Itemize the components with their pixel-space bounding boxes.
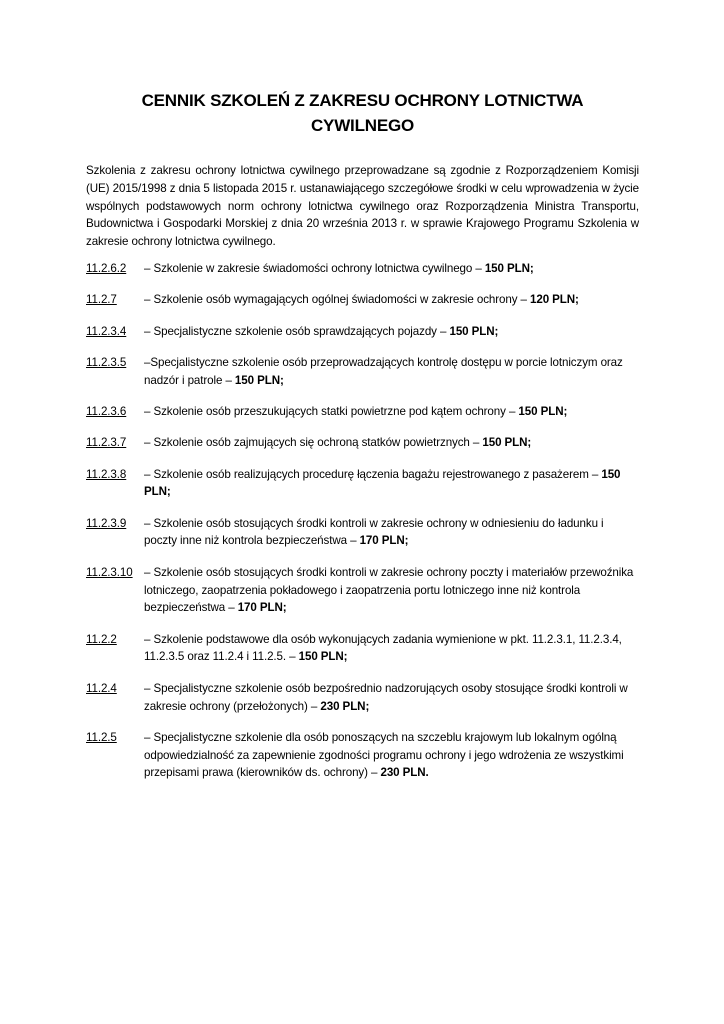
item-text: – Szkolenie osób przeszukujących statki powietrzne pod kątem ochrony – [144,404,519,418]
price-list-item [86,260,639,278]
item-code: 11.2.3.7 [86,436,127,450]
price-list-item [86,631,639,667]
item-description [144,323,639,341]
item-description [144,291,639,309]
item-code: 11.2.5 [86,730,117,744]
item-code: 11.2.3.6 [86,404,127,418]
item-price: 230 PLN. [380,766,429,780]
item-price: 150 PLN; [144,467,621,499]
price-list-item [86,680,639,716]
item-description [144,564,639,617]
price-list-item [86,354,639,390]
item-description [144,680,639,716]
item-price: 150 PLN; [484,261,534,275]
price-list-item [86,434,639,452]
price-list-item [86,729,639,782]
item-text: – Szkolenie osób wymagających ogólnej świadomości w zakresie ochrony – [144,293,530,307]
item-price: 150 PLN; [482,436,532,450]
price-list [86,260,639,782]
item-price: 120 PLN; [530,293,579,307]
item-code: 11.2.3.4 [86,324,127,338]
item-description [144,434,639,452]
item-text: – Szkolenie osób realizujących procedurę łączenia bagażu rejestrowanego z pasażerem – [144,467,602,481]
item-description [144,466,639,502]
price-list-item [86,466,639,502]
item-description [144,403,639,421]
item-code: 11.2.6.2 [86,261,127,275]
item-price: 150 PLN; [518,404,568,418]
item-text: – Szkolenie osób stosujących środki kontroli w zakresie ochrony w odniesieniu do ładunku i poczty inne niż kontrola bezpieczeństwa – [144,516,604,548]
item-text: – Specjalistyczne szkolenie dla osób ponoszących na szczeblu krajowym lub lokalnym ogólną odpowiedzialność za zapewnienie zgodności programu ochrony i jego wdrożenia ze wszystkimi przepisami prawa (kierowników ds. ochrony) – [144,730,624,780]
item-price: 170 PLN; [237,601,287,615]
item-description [144,515,639,551]
price-list-item [86,323,639,341]
item-code: 11.2.4 [86,681,117,695]
document-title-line-1: CENNIK SZKOLEŃ Z ZAKRESU OCHRONY LOTNICTWA [141,91,584,110]
item-text: – Szkolenie osób stosujących środki kontroli w zakresie ochrony poczty i materiałów przewoźnika lotniczego, zaopatrzenia pokładowego i zaopatrzenia portu lotniczego inne niż kontrola bezpieczeństwa – [144,565,634,615]
document-title [86,88,639,138]
price-list-item [86,403,639,421]
price-list-item [86,564,639,617]
item-text: – Szkolenie osób zajmujących się ochroną statków powietrznych – [144,436,483,450]
item-price: 150 PLN; [234,373,284,387]
item-text: – Szkolenie w zakresie świadomości ochrony lotnictwa cywilnego – [144,261,485,275]
price-list-item [86,515,639,551]
item-description [144,631,639,667]
price-list-item [86,291,639,309]
item-code: 11.2.3.9 [86,516,127,530]
item-description [144,729,639,782]
item-code: 11.2.2 [86,632,117,646]
item-description [144,354,639,390]
item-code: 11.2.7 [86,293,117,307]
item-text: –Specjalistyczne szkolenie osób przeprowadzających kontrolę dostępu w porcie lotniczym oraz nadzór i patrole – [144,355,623,387]
item-code: 11.2.3.10 [86,565,133,579]
intro-paragraph: Szkolenia z zakresu ochrony lotnictwa cywilnego przeprowadzane są zgodnie z Rozporządzeniem Komisji (UE) 2015/1998 z dnia 5 listopada 2015 r. ustanawiającego szczegółowe środki w celu wprowadzenia w życie wspólnych podstawowych norm ochrony lotnictwa cywilnego oraz Rozporządzenia Ministra Transportu, Budownictwa i Gospodarki Morskiej z dnia 20 września 2013 r. w sprawie Krajowego Programu Szkolenia w zakresie ochrony lotnictwa cywilnego. [86,164,639,249]
item-price: 150 PLN; [449,324,499,338]
item-price: 150 PLN; [298,650,348,664]
document-title-line-2: CYWILNEGO [310,116,415,135]
item-text: – Specjalistyczne szkolenie osób bezpośrednio nadzorujących osoby stosujące środki kontroli w zakresie ochrony (przełożonych) – [144,681,628,713]
document-page [86,88,639,796]
item-code: 11.2.3.5 [86,355,127,369]
item-price: 230 PLN; [320,699,370,713]
item-text: – Szkolenie podstawowe dla osób wykonujących zadania wymienione w pkt. 11.2.3.1, 11.2.3.4, 11.2.3.5 oraz 11.2.4 i 11.2.5. – [144,632,622,664]
item-text: – Specjalistyczne szkolenie osób sprawdzających pojazdy – [144,324,450,338]
item-description [144,260,639,278]
item-code: 11.2.3.8 [86,467,127,481]
item-price: 170 PLN; [359,534,409,548]
